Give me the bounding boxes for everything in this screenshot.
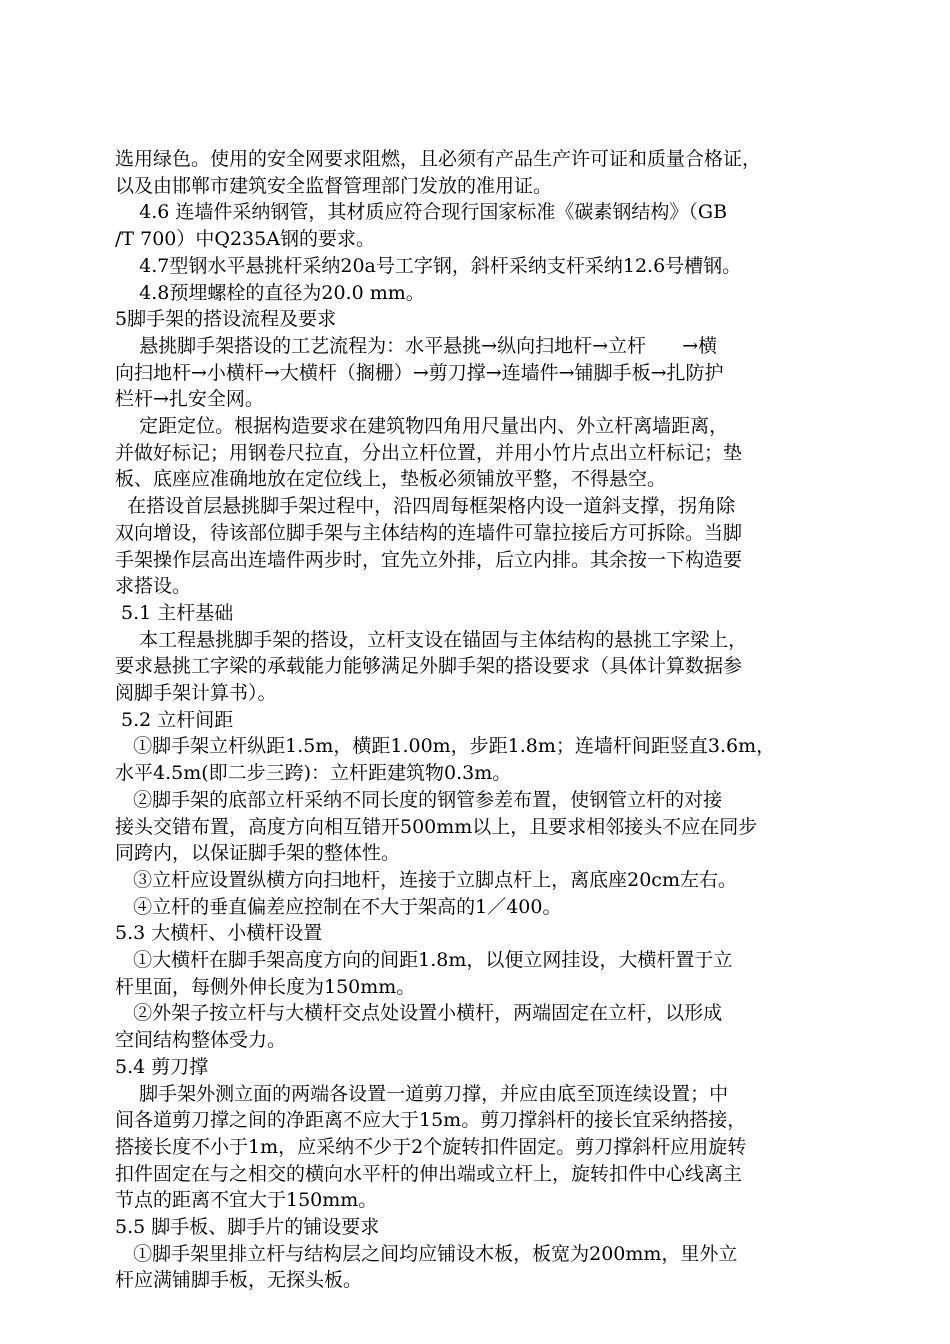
text-line: 并做好标记；用钢卷尺拉直，分出立杆位置，并用小竹片点出立杆标记；垫 <box>115 442 743 464</box>
text-line: 5.2 立杆间距 <box>115 709 234 731</box>
text-line: ②脚手架的底部立杆采纳不同长度的钢管参差布置，使钢管立杆的对接 <box>115 789 723 811</box>
text-line: /T 700）中Q235A钢的要求。 <box>115 228 375 250</box>
text-line: 同跨内，以保证脚手架的整体性。 <box>115 842 401 864</box>
text-line: 以及由邯郸市建筑安全监督管理部门发放的准用证。 <box>115 175 553 197</box>
text-line: 双向增设，待该部位脚手架与主体结构的连墙件可靠拉接后方可拆除。当脚 <box>115 522 743 544</box>
text-line: 在搭设首层悬挑脚手架过程中，沿四周每框架格内设一道斜支撑，拐角除 <box>115 495 736 517</box>
text-line: 4.7型钢水平悬挑杆采纳20a号工字钢，斜杆采纳支杆采纳12.6号槽钢。 <box>115 255 742 277</box>
text-line: 空间结构整体受力。 <box>115 1029 287 1051</box>
text-line: 4.8预埋螺栓的直径为20.0 mm。 <box>115 282 425 304</box>
text-line: 脚手架外测立面的两端各设置一道剪刀撑，并应由底至顶连续设置；中 <box>115 1083 729 1105</box>
text-line: 杆应满铺脚手板，无探头板。 <box>115 1269 363 1291</box>
text-line: 5.3 大横杆、小横杆设置 <box>115 922 323 944</box>
text-line: ②外架子按立杆与大横杆交点处设置小横杆，两端固定在立杆，以形成 <box>115 1002 723 1024</box>
text-line: ①脚手架立杆纵距1.5m，横距1.00m，步距1.8m；连墙杆间距竖直3.6m， <box>115 735 776 757</box>
text-line: 5.1 主杆基础 <box>115 602 234 624</box>
text-line: 5.4 剪刀撑 <box>115 1056 209 1078</box>
text-line: 搭接长度不小于1m，应采纳不少于2个旋转扣件固定。剪刀撑斜杆应用旋转 <box>115 1136 747 1158</box>
text-line: 杆里面，每侧外伸长度为150mm。 <box>115 976 416 998</box>
text-line: 节点的距离不宜大于150mm。 <box>115 1189 378 1211</box>
text-line: 4.6 连墙件采纳钢管，其材质应符合现行国家标准《碳素钢结构》（GB <box>115 201 728 223</box>
text-line: 向扫地杆→小横杆→大横杆（搁栅）→剪刀撑→连墙件→铺脚手板→扎防护 <box>115 362 724 384</box>
text-line: 接头交错布置，高度方向相互错开500mm以上，且要求相邻接头不应在同步 <box>115 816 758 838</box>
text-line: 本工程悬挑脚手架的搭设，立杆支设在锚固与主体结构的悬挑工字梁上， <box>115 629 748 651</box>
text-line: 板、底座应准确地放在定位线上，垫板必须铺放平整，不得悬空。 <box>115 468 667 490</box>
text-line: ④立杆的垂直偏差应控制在不大于架高的1／400。 <box>115 896 562 918</box>
text-line: ③立杆应设置纵横方向扫地杆，连接于立脚点杆上，离底座20cm左右。 <box>115 869 737 891</box>
text-line: 水平4.5m(即二步三跨)：立杆距建筑物0.3m。 <box>115 762 512 784</box>
text-line: 悬挑脚手架搭设的工艺流程为：水平悬挑→纵向扫地杆→立杆 →横 <box>115 335 718 357</box>
text-line: 阅脚手架计算书）。 <box>115 682 277 704</box>
text-line: ①脚手架里排立杆与结构层之间均应铺设木板，板宽为200mm，里外立 <box>115 1243 738 1265</box>
text-line: 要求悬挑工字梁的承载能力能够满足外脚手架的搭设要求（具体计算数据参 <box>115 655 743 677</box>
text-line: 求搭设。 <box>115 575 192 597</box>
text-line: 手架操作层高出连墙件两步时，宜先立外排，后立内排。其余按一下构造要 <box>115 549 743 571</box>
text-line: 扣件固定在与之相交的横向水平杆的伸出端或立杆上，旋转扣件中心线离主 <box>115 1163 743 1185</box>
text-line: 间各道剪刀撑之间的净距离不应大于15m。剪刀撑斜杆的接长宜采纳搭接， <box>115 1109 747 1131</box>
text-line: 选用绿色。使用的安全网要求阻燃，且必须有产品生产许可证和质量合格证， <box>115 148 762 170</box>
text-line: 定距定位。根据构造要求在建筑物四角用尺量出内、外立杆离墙距离， <box>115 415 729 437</box>
text-line: 5.5 脚手板、脚手片的铺设要求 <box>115 1216 380 1238</box>
text-line: ①大横杆在脚手架高度方向的间距1.8m，以便立网挂设，大横杆置于立 <box>115 949 733 971</box>
text-line: 5脚手架的搭设流程及要求 <box>115 308 337 330</box>
text-line: 栏杆→扎安全网。 <box>115 388 264 410</box>
